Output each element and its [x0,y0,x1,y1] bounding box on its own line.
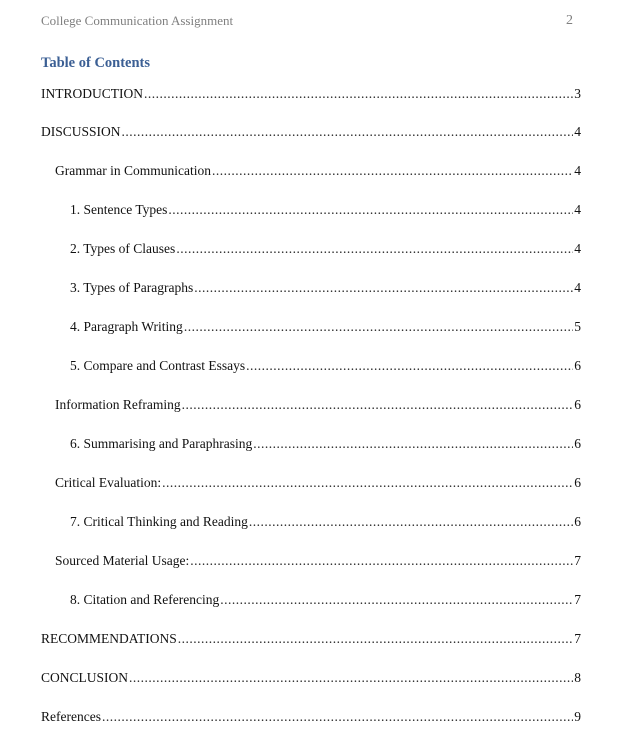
toc-entry-label: DISCUSSION [41,124,121,139]
toc-entry-references[interactable] [41,708,581,726]
toc-entry-label: Sourced Material Usage: [55,553,190,568]
toc-entry-summarising-and-paraphrasing[interactable] [70,435,581,453]
dot-leader [178,630,573,648]
toc-entry-critical-thinking-and-reading[interactable] [70,513,581,531]
toc-entry-page: 6 [574,397,581,412]
toc-entry-page: 4 [574,241,581,256]
dot-leader [212,162,573,180]
toc-entry-citation-and-referencing[interactable] [70,591,581,609]
toc-entry-label: 4. Paragraph Writing [70,319,183,334]
toc-entry-page: 4 [574,202,581,217]
toc-entry-recommendations[interactable] [41,630,581,648]
toc-entry-page: 7 [574,553,581,568]
toc-entry-label: 5. Compare and Contrast Essays [70,358,246,373]
toc-entry-page: 4 [574,163,581,178]
toc-entry-compare-and-contrast-essays[interactable] [70,357,581,375]
toc-entry-page: 4 [574,124,581,139]
toc-entry-label: 2. Types of Clauses [70,241,176,256]
header-title: College Communication Assignment [41,13,234,28]
toc-entry-label: 7. Critical Thinking and Reading [70,514,248,529]
toc-entry-page: 6 [574,514,581,529]
page-header [41,13,579,33]
toc-entry-label: References [41,709,101,724]
toc-entry-page: 6 [574,475,581,490]
toc-entry-label: CONCLUSION [41,670,129,685]
dot-leader [246,357,573,375]
dot-leader [176,240,573,258]
toc-entry-introduction[interactable] [41,85,581,103]
toc-entry-types-of-clauses[interactable] [70,240,581,258]
toc-heading: Table of Contents [41,55,151,71]
dot-leader [129,669,573,687]
toc-entry-grammar-in-communication[interactable] [55,162,581,180]
dot-leader [102,708,573,726]
toc-entry-page: 3 [574,86,581,101]
toc-entry-label: 1. Sentence Types [70,202,168,217]
toc-entry-discussion[interactable] [41,123,581,141]
toc-entry-page: 4 [574,280,581,295]
toc-entry-types-of-paragraphs[interactable] [70,279,581,297]
toc-entry-sourced-material-usage[interactable] [55,552,581,570]
dot-leader [182,396,574,414]
toc-entry-label: Critical Evaluation: [55,475,162,490]
toc-entry-label: Information Reframing [55,397,181,412]
toc-entry-critical-evaluation[interactable] [55,474,581,492]
toc-entry-label: Grammar in Communication [55,163,211,178]
dot-leader [253,435,573,453]
dot-leader [162,474,573,492]
dot-leader [144,85,573,103]
toc-entry-page: 5 [574,319,581,334]
toc-entry-information-reframing[interactable] [55,396,581,414]
toc-entry-conclusion[interactable] [41,669,581,687]
dot-leader [194,279,573,297]
toc-entry-label: 3. Types of Paragraphs [70,280,194,295]
dot-leader [249,513,573,531]
dot-leader [122,123,574,141]
toc-entry-label: RECOMMENDATIONS [41,631,177,646]
toc-entry-sentence-types[interactable] [70,201,581,219]
toc-entry-page: 9 [574,709,581,724]
dot-leader [184,318,573,336]
header-page-number: 2 [566,13,573,28]
toc-entry-label: 8. Citation and Referencing [70,592,220,607]
dot-leader [168,201,573,219]
toc-entry-page: 6 [574,436,581,451]
dot-leader [220,591,573,609]
toc-entry-page: 7 [574,592,581,607]
toc-entry-page: 8 [574,670,581,685]
toc-entry-label: INTRODUCTION [41,86,143,101]
dot-leader [190,552,573,570]
toc-entry-label: 6. Summarising and Paraphrasing [70,436,253,451]
toc-entry-page: 6 [574,358,581,373]
toc-entry-page: 7 [574,631,581,646]
toc-entry-paragraph-writing[interactable] [70,318,581,336]
